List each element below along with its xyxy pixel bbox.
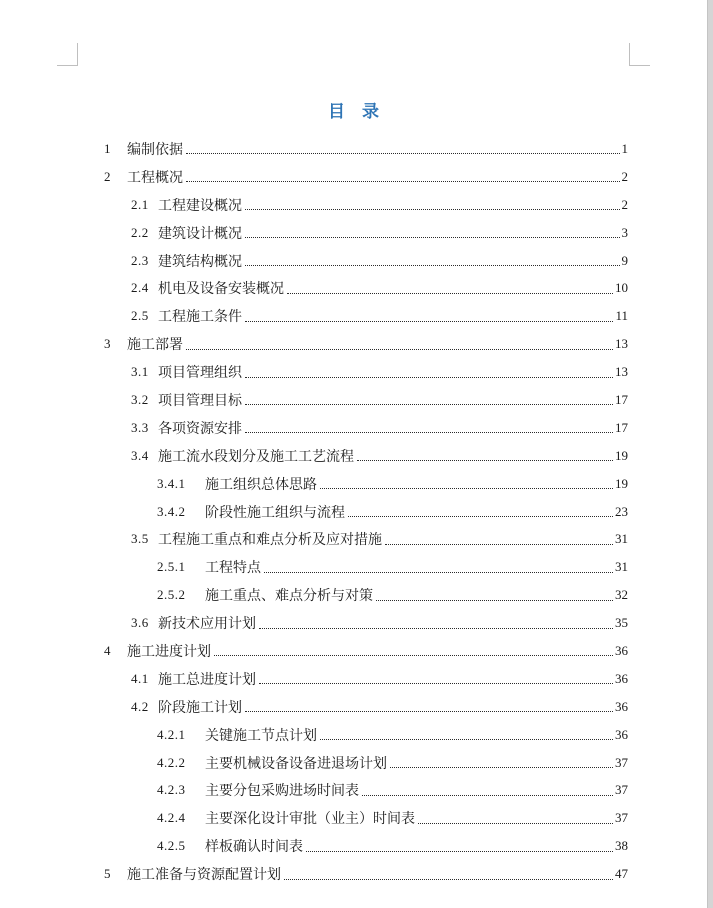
toc-entry-title: 项目管理目标: [158, 393, 242, 409]
toc-entry-page: 31: [615, 531, 628, 547]
toc-entry-page: 13: [615, 336, 628, 352]
toc-entry-title: 施工准备与资源配置计划: [127, 868, 281, 884]
toc-entry-page: 36: [615, 698, 628, 714]
toc-entry-number: 4: [104, 642, 111, 658]
toc-entry-page: 9: [621, 252, 628, 268]
toc-entry-number: 3.1: [131, 364, 149, 380]
toc-entry[interactable]: [78, 832, 628, 860]
dotted-leader: [245, 237, 620, 238]
dotted-leader: [245, 377, 613, 378]
toc-entry-title: 阶段施工计划: [158, 700, 242, 716]
toc-entry-page: 3: [621, 224, 628, 240]
toc-entry-number: 4.2.2: [157, 754, 186, 770]
toc-entry-page: 19: [615, 447, 628, 463]
toc-entry-number: 4.2.5: [157, 838, 186, 854]
toc-entry-title: 施工进度计划: [127, 644, 211, 660]
toc-entry-page: 23: [615, 503, 628, 519]
toc-entry[interactable]: [78, 693, 628, 721]
toc-entry-title: 项目管理组织: [158, 366, 242, 382]
toc-entry-number: 3.6: [131, 615, 149, 631]
margin-crop-mark-top-left: [57, 43, 78, 66]
toc-entry-number: 4.2: [131, 698, 149, 714]
toc-entry-page: 37: [615, 782, 628, 798]
toc-entry-title: 工程概况: [127, 170, 183, 186]
dotted-leader: [390, 767, 613, 768]
toc-entry-page: 13: [615, 364, 628, 380]
toc-entry-number: 3.4.2: [157, 503, 186, 519]
toc-entry-number: 2.3: [131, 252, 149, 268]
toc-entry-number: 3.2: [131, 391, 149, 407]
toc-entry-title: 各项资源安排: [158, 421, 242, 437]
toc-entry-number: 3.3: [131, 419, 149, 435]
toc-entry-title: 机电及设备安装概况: [158, 282, 284, 298]
dotted-leader: [214, 655, 613, 656]
toc-entry[interactable]: [78, 470, 628, 498]
dotted-leader: [320, 488, 613, 489]
toc-entry-number: 2.5: [131, 308, 149, 324]
toc-entry[interactable]: [78, 386, 628, 414]
dotted-leader: [418, 823, 613, 824]
dotted-leader: [186, 153, 620, 154]
toc-entry[interactable]: [78, 553, 628, 581]
toc-entry[interactable]: [78, 525, 628, 553]
toc-entry-title: 编制依据: [127, 142, 183, 158]
toc-entry-page: 36: [615, 726, 628, 742]
toc-entry-number: 4.1: [131, 670, 149, 686]
toc-entry-page: 1: [621, 140, 628, 156]
dotted-leader: [245, 432, 613, 433]
toc-entry-title: 施工部署: [127, 338, 183, 354]
toc-entry-page: 36: [615, 642, 628, 658]
toc-title: 目 录: [328, 102, 379, 121]
toc-entry-page: 37: [615, 810, 628, 826]
toc-entry-number: 1: [104, 140, 111, 156]
toc-entry-title: 主要机械设备设备进退场计划: [205, 756, 387, 772]
toc-entry[interactable]: [78, 749, 628, 777]
toc-entry[interactable]: [78, 219, 628, 247]
toc-entry[interactable]: [78, 274, 628, 302]
toc-entry[interactable]: [78, 163, 628, 191]
toc-entry-page: 11: [615, 308, 628, 324]
toc-entry-number: 3.5: [131, 531, 149, 547]
toc-entry[interactable]: [78, 247, 628, 275]
dotted-leader: [348, 516, 613, 517]
toc-entry-number: 3.4.1: [157, 475, 186, 491]
dotted-leader: [287, 293, 613, 294]
dotted-leader: [259, 628, 613, 629]
toc-entry-page: 32: [615, 587, 628, 603]
toc-entry-number: 2: [104, 168, 111, 184]
toc-entry-title: 样板确认时间表: [205, 840, 303, 856]
dotted-leader: [186, 181, 620, 182]
toc-entry-page: 17: [615, 419, 628, 435]
toc-entry[interactable]: [78, 191, 628, 219]
toc-entry-number: 3.4: [131, 447, 149, 463]
toc-entry-page: 36: [615, 670, 628, 686]
toc-entry-title: 主要深化设计审批（业主）时间表: [205, 812, 415, 828]
toc-entry-number: 3: [104, 336, 111, 352]
toc-entry[interactable]: [78, 414, 628, 442]
toc-entry-number: 4.2.3: [157, 782, 186, 798]
toc-entry-title: 工程施工重点和难点分析及应对措施: [158, 533, 382, 549]
dotted-leader: [264, 572, 613, 573]
dotted-leader: [320, 739, 613, 740]
toc-entry-title: 建筑设计概况: [158, 226, 242, 242]
dotted-leader: [357, 460, 613, 461]
toc-entry-title: 工程建设概况: [158, 198, 242, 214]
toc-entry[interactable]: [78, 498, 628, 526]
margin-crop-mark-top-right: [629, 43, 650, 66]
toc-entry-page: 2: [621, 196, 628, 212]
toc-entry-page: 19: [615, 475, 628, 491]
toc-entry[interactable]: [78, 581, 628, 609]
toc-entry[interactable]: [78, 804, 628, 832]
toc-entry-page: 10: [615, 280, 628, 296]
toc-entry-number: 4.2.1: [157, 726, 186, 742]
toc-entry-title: 施工重点、难点分析与对策: [205, 589, 373, 605]
toc-entry-page: 47: [615, 866, 628, 882]
toc-entry[interactable]: [78, 721, 628, 749]
toc-list: [78, 135, 628, 888]
toc-entry-title: 施工总进度计划: [158, 672, 256, 688]
toc-entry-title: 工程施工条件: [158, 310, 242, 326]
toc-entry-page: 17: [615, 391, 628, 407]
toc-entry-number: 2.2: [131, 224, 149, 240]
toc-entry[interactable]: [78, 358, 628, 386]
dotted-leader: [376, 600, 613, 601]
dotted-leader: [245, 265, 620, 266]
toc-entry[interactable]: [78, 860, 628, 888]
toc-entry-title: 关键施工节点计划: [205, 728, 317, 744]
dotted-leader: [259, 683, 613, 684]
toc-entry[interactable]: [78, 330, 628, 358]
toc-entry-number: 2.1: [131, 196, 149, 212]
window-right-edge: [707, 0, 713, 908]
toc-entry-number: 5: [104, 866, 111, 882]
toc-entry-page: 37: [615, 754, 628, 770]
dotted-leader: [245, 209, 620, 210]
toc-entry[interactable]: [78, 442, 628, 470]
dotted-leader: [385, 544, 613, 545]
dotted-leader: [245, 711, 613, 712]
toc-entry-title: 新技术应用计划: [158, 617, 256, 633]
dotted-leader: [284, 879, 613, 880]
toc-entry[interactable]: [78, 665, 628, 693]
toc-entry-title: 主要分包采购进场时间表: [205, 784, 359, 800]
toc-entry-number: 2.4: [131, 280, 149, 296]
toc-entry[interactable]: [78, 776, 628, 804]
toc-entry-page: 2: [621, 168, 628, 184]
toc-entry-number: 2.5.1: [157, 559, 186, 575]
dotted-leader: [306, 851, 613, 852]
toc-entry-page: 38: [615, 838, 628, 854]
toc-entry[interactable]: [78, 637, 628, 665]
toc-entry-title: 建筑结构概况: [158, 254, 242, 270]
toc-entry[interactable]: [78, 302, 628, 330]
toc-entry-number: 4.2.4: [157, 810, 186, 826]
toc-entry[interactable]: [78, 609, 628, 637]
dotted-leader: [186, 349, 613, 350]
toc-entry[interactable]: [78, 135, 628, 163]
toc-entry-title: 施工组织总体思路: [205, 477, 317, 493]
toc-entry-title: 阶段性施工组织与流程: [205, 505, 345, 521]
toc-entry-page: 35: [615, 615, 628, 631]
toc-entry-title: 施工流水段划分及施工工艺流程: [158, 449, 354, 465]
toc-entry-title: 工程特点: [205, 561, 261, 577]
toc-entry-number: 2.5.2: [157, 587, 186, 603]
dotted-leader: [245, 321, 613, 322]
dotted-leader: [245, 404, 613, 405]
dotted-leader: [362, 795, 613, 796]
toc-entry-page: 31: [615, 559, 628, 575]
